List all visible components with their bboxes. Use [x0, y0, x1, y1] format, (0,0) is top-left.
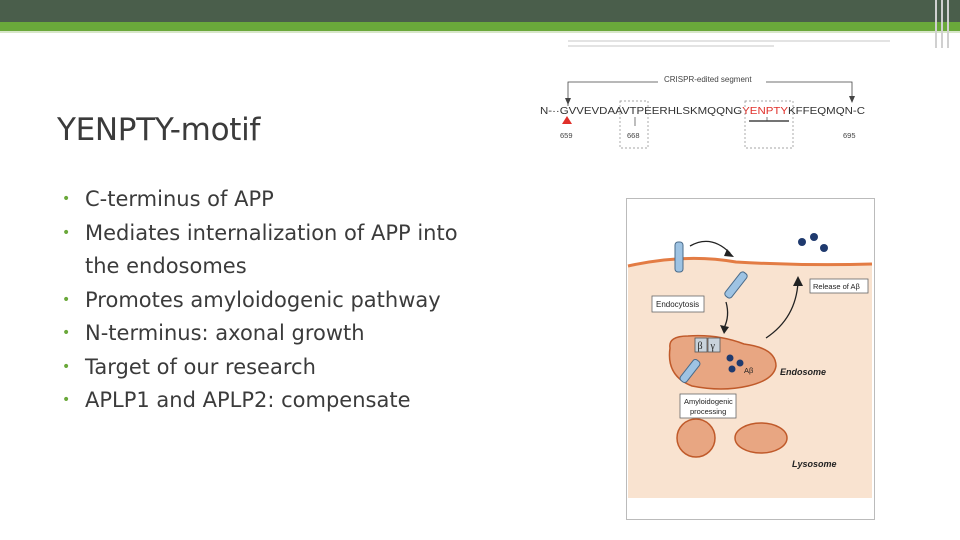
bullet-text: Target of our research — [85, 354, 316, 379]
abeta-particle — [727, 355, 734, 362]
bullet-text: APLP1 and APLP2: compensate — [85, 388, 411, 412]
decorative-line — [568, 45, 774, 47]
bullet-item — [61, 351, 461, 385]
amino-acid-sequence: N-··GVVEVDAAVTPEERHLSKMQQNG YENPTY KFFEQMQN-C — [540, 105, 859, 117]
bullet-item — [61, 317, 461, 351]
header-divider — [0, 31, 960, 33]
abeta-particle — [810, 233, 818, 241]
abeta-particle — [729, 366, 736, 373]
app-pathway-figure — [626, 198, 876, 521]
lysosome — [677, 419, 715, 457]
bullet-icon: • — [62, 224, 71, 241]
bullet-icon: • — [62, 392, 71, 408]
position-label: 659 — [560, 131, 573, 140]
processing-label: processing — [690, 407, 727, 416]
lysosome-label: Lysosome — [792, 459, 837, 469]
bullet-icon: • — [62, 291, 71, 308]
bullet-item — [61, 217, 461, 284]
bracket-line — [766, 82, 852, 98]
bullet-item — [61, 183, 461, 217]
abeta-label: Aβ — [744, 366, 754, 375]
amyloidogenic-label: Amyloidogenic — [684, 397, 733, 406]
segment-label: CRISPR-edited segment — [664, 75, 752, 84]
abeta-particle — [798, 238, 806, 246]
bullet-icon: • — [62, 191, 71, 207]
arrowhead-icon — [565, 98, 571, 105]
abeta-particle — [737, 360, 744, 367]
header-bar — [0, 0, 960, 22]
release-label: Release of Aβ — [813, 282, 860, 291]
position-label: 668 — [627, 131, 640, 140]
bullet-text: C-terminus of APP — [85, 187, 274, 211]
decorative-line — [568, 40, 890, 42]
bullet-text: Promotes amyloidogenic pathway — [85, 287, 441, 312]
bullet-icon: • — [62, 325, 71, 341]
arrowhead-icon — [849, 96, 855, 103]
bracket-line — [568, 82, 658, 106]
gamma-label: γ — [710, 341, 715, 352]
endocytosis-label: Endocytosis — [656, 300, 700, 309]
abeta-particle — [820, 244, 828, 252]
bullet-text: N-terminus: axonal growth — [85, 321, 365, 345]
sequence-figure — [530, 68, 870, 158]
beta-label: β — [697, 341, 703, 352]
endosome-label: Endosome — [780, 367, 827, 377]
lysosome — [735, 423, 787, 453]
header-accent-bar — [0, 22, 960, 31]
bullet-list — [61, 183, 461, 418]
bullet-item — [61, 384, 461, 418]
bullet-icon: • — [62, 358, 71, 375]
app-protein-icon — [675, 242, 683, 272]
bullet-text: Mediates internalization of APP into the endosomes — [85, 220, 458, 278]
bullet-item — [61, 284, 461, 318]
cleavage-site-icon — [562, 116, 572, 124]
position-label: 695 — [843, 131, 856, 140]
decorative-vertical-lines — [930, 0, 960, 48]
slide-title: YENPTY-motif — [57, 112, 261, 148]
